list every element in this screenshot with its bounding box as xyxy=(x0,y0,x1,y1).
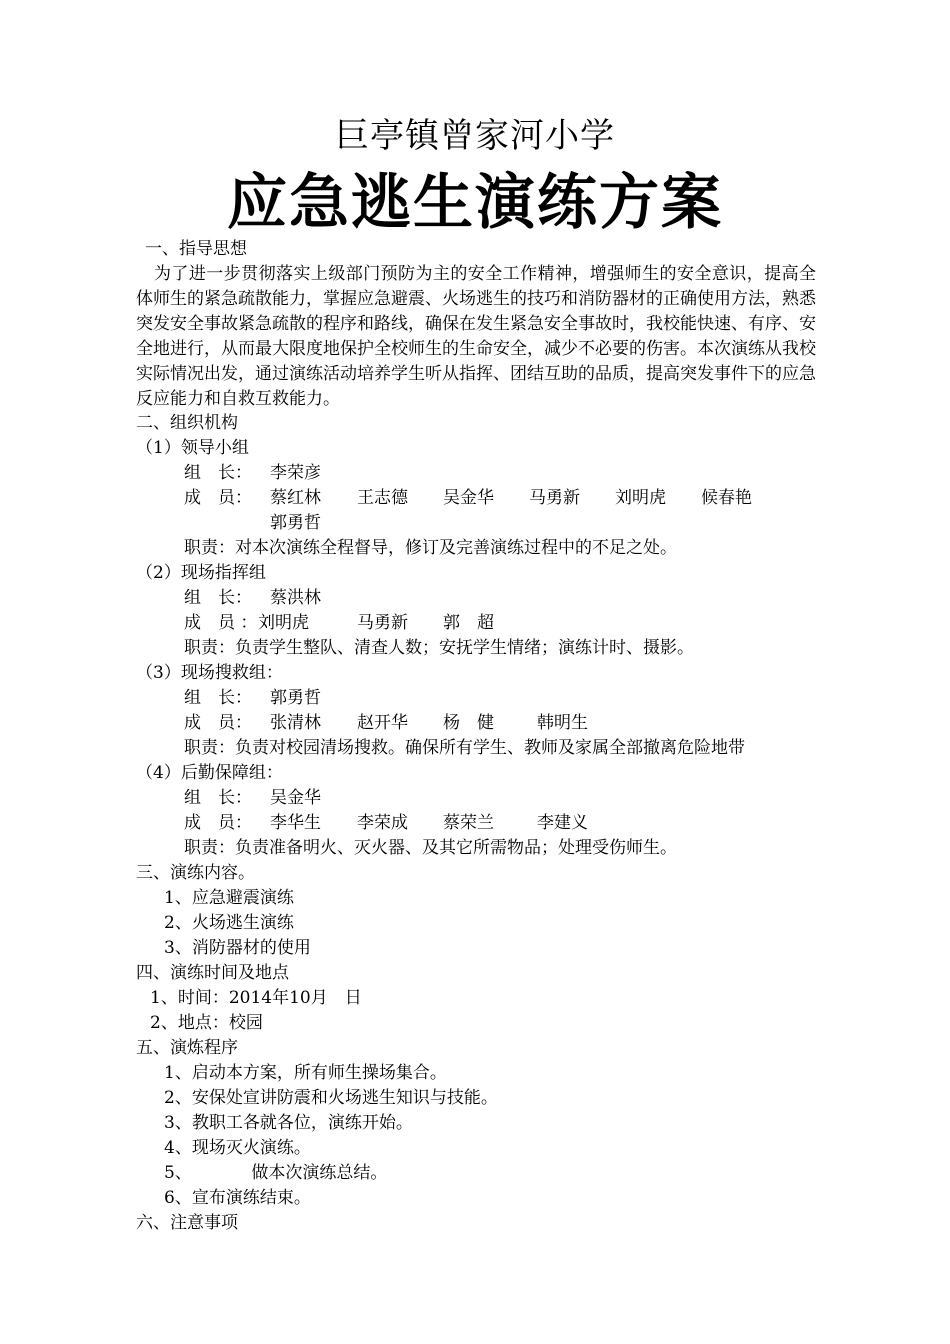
members-label: 成 员 ： xyxy=(184,613,258,633)
member-name: 刘明虎 xyxy=(615,488,666,508)
group-name: （3）现场搜救组： xyxy=(136,663,283,683)
list-item: 1、应急避震演练 xyxy=(164,888,294,908)
leader-name: 吴金华 xyxy=(270,788,321,808)
section-heading-content: 三、演练内容。 xyxy=(136,863,255,883)
member-name: 候春艳 xyxy=(701,488,752,508)
section-heading-organization: 二、组织机构 xyxy=(136,413,238,433)
member-name: 吴金华 xyxy=(443,488,494,508)
member-name: 赵开华 xyxy=(357,713,408,733)
member-name: 蔡红林 xyxy=(270,488,321,508)
member-name: 郭 超 xyxy=(443,613,494,633)
leader-label: 组 长： xyxy=(184,788,252,808)
group-name: （1）领导小组 xyxy=(136,438,249,458)
document-title: 应急逃生演练方案 xyxy=(227,168,723,238)
group-name: （2）现场指挥组 xyxy=(136,563,266,583)
member-name: 李华生 xyxy=(270,813,321,833)
member-name: 刘明虎 xyxy=(258,613,309,633)
leader-name: 李荣彦 xyxy=(270,463,321,483)
member-name: 王志德 xyxy=(357,488,408,508)
members-label: 成 员： xyxy=(184,813,252,833)
group-duty: 职责：负责对校园清场搜救。确保所有学生、教师及家属全部撤离危险地带 xyxy=(184,738,745,758)
section-heading-procedure: 五、演炼程序 xyxy=(136,1038,238,1058)
section-heading-guiding-principle: 一、指导思想 xyxy=(145,239,247,259)
list-item: 3、教职工各就各位，演练开始。 xyxy=(164,1113,413,1133)
section-heading-time-place: 四、演练时间及地点 xyxy=(136,963,289,983)
list-item: 4、现场灭火演练。 xyxy=(164,1138,311,1158)
list-item: 3、消防器材的使用 xyxy=(164,938,311,958)
member-name: 杨 健 xyxy=(443,713,494,733)
leader-label: 组 长： xyxy=(184,588,252,608)
group-name: （4）后勤保障组： xyxy=(136,763,283,783)
member-name: 马勇新 xyxy=(357,613,408,633)
list-item: 6、宣布演练结束。 xyxy=(164,1188,311,1208)
leader-label: 组 长： xyxy=(184,463,252,483)
members-label: 成 员： xyxy=(184,488,252,508)
list-item: 1、启动本方案，所有师生操场集合。 xyxy=(164,1063,447,1083)
member-name: 郭勇哲 xyxy=(270,513,321,533)
members-label: 成 员： xyxy=(184,713,252,733)
member-name: 张清林 xyxy=(270,713,321,733)
list-item: 5、 做本次演练总结。 xyxy=(164,1163,388,1183)
member-name: 韩明生 xyxy=(537,713,588,733)
group-duty: 职责：对本次演练全程督导，修订及完善演练过程中的不足之处。 xyxy=(184,538,677,558)
list-item: 2、地点：校园 xyxy=(150,1013,263,1033)
leader-name: 蔡洪林 xyxy=(270,588,321,608)
member-name: 蔡荣兰 xyxy=(443,813,494,833)
member-name: 马勇新 xyxy=(529,488,580,508)
leader-name: 郭勇哲 xyxy=(270,688,321,708)
school-name: 巨亭镇曾家河小学 xyxy=(335,116,615,156)
group-duty: 职责：负责准备明火、灭火器、及其它所需物品；处理受伤师生。 xyxy=(184,838,677,858)
list-item: 2、安保处宣讲防震和火场逃生知识与技能。 xyxy=(164,1088,498,1108)
list-item: 1、时间：2014年10月 日 xyxy=(150,988,362,1008)
member-name: 李荣成 xyxy=(357,813,408,833)
guiding-principle-paragraph: 为了进一步贯彻落实上级部门预防为主的安全工作精神，增强师生的安全意识，提高全体师生的紧急疏散能力，掌握应急避震、火场逃生的技巧和消防器材的正确使用方法，熟悉突发安全事故紧急疏散的程序和路线，确保在发生紧急安全事故时，我校能快速、有序、安全地进行，从而最大限度地保护全校师生的生命安全，减少不必要的伤害。本次演练从我校实际情况出发，通过演练活动培养学生听从指挥、团结互助的品质，提高突发事件下的应急反应能力和自救互救能力。 xyxy=(136,264,816,409)
member-name: 李建义 xyxy=(537,813,588,833)
section-heading-notes: 六、注意事项 xyxy=(136,1213,238,1233)
group-duty: 职责：负责学生整队、清查人数；安抚学生情绪；演练计时、摄影。 xyxy=(184,638,694,658)
list-item: 2、火场逃生演练 xyxy=(164,913,294,933)
leader-label: 组 长： xyxy=(184,688,252,708)
